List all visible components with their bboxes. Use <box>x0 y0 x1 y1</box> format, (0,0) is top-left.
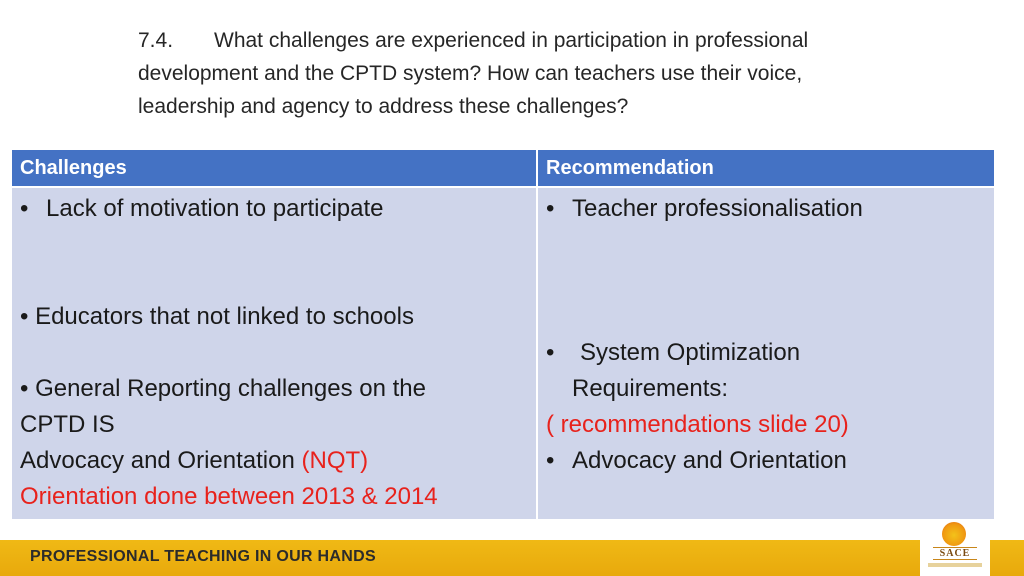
slide-heading <box>138 24 898 123</box>
header-challenges: Challenges <box>12 150 536 186</box>
bullet: • <box>546 195 555 222</box>
header-recommendation: Recommendation <box>538 150 994 186</box>
recommendation-text: System Optimization <box>580 339 801 366</box>
bullet: • <box>20 195 29 222</box>
recommendation-text: Teacher professionalisation <box>572 195 863 222</box>
challenges-table <box>12 150 994 519</box>
orientation-note: Orientation done between 2013 & 2014 <box>20 483 438 510</box>
logo-tagline-bar <box>928 563 982 567</box>
challenge-item-motivation <box>20 191 384 227</box>
logo-wordmark: SACE <box>933 547 977 560</box>
footer-slogan: PROFESSIONAL TEACHING IN OUR HANDS <box>30 548 376 565</box>
bullet: • <box>546 339 555 366</box>
challenge-item-advocacy <box>20 443 368 479</box>
challenges-cell <box>12 188 536 519</box>
heading-number: 7.4. <box>138 29 174 52</box>
heading-text-1: What challenges are experienced in participation in professional <box>214 29 809 52</box>
recommendation-text: Advocacy and Orientation <box>572 447 847 474</box>
challenge-text: Lack of motivation to participate <box>46 195 384 222</box>
challenge-item-reporting: • General Reporting challenges on the <box>20 375 426 402</box>
heading-line-3: leadership and agency to address these challenges? <box>138 95 629 118</box>
recommendations-cell <box>538 188 994 519</box>
sace-logo <box>920 520 990 576</box>
advocacy-nqt: (NQT) <box>301 447 369 474</box>
sun-icon <box>942 522 966 546</box>
heading-line-1 <box>138 24 898 57</box>
challenge-item-educators: • Educators that not linked to schools <box>20 303 414 330</box>
challenge-item-reporting-cont: CPTD IS <box>20 411 115 438</box>
advocacy-text: Advocacy and Orientation <box>20 447 302 474</box>
recommendation-item-optimization <box>546 335 800 371</box>
recommendation-item-professionalisation <box>546 191 863 227</box>
bullet: • <box>546 447 555 474</box>
recommendation-item-advocacy <box>546 443 847 479</box>
recommendation-item-optimization-cont: Requirements: <box>572 375 729 402</box>
recommendation-slide-reference: ( recommendations slide 20) <box>546 411 849 438</box>
heading-line-2: development and the CPTD system? How can teachers use their voice, <box>138 62 803 85</box>
